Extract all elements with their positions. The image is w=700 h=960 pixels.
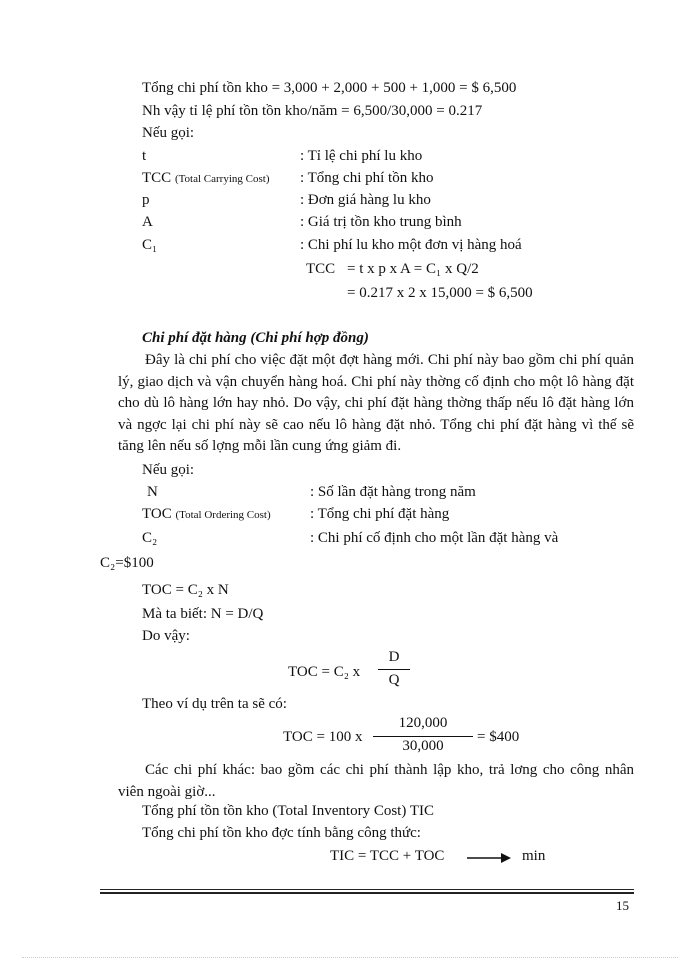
fraction-2-left: TOC = 100 x	[283, 729, 363, 745]
def-desc-a: : Giá trị tồn kho trung bình	[300, 214, 462, 230]
def-desc-p: : Đơn giá hàng lu kho	[300, 192, 431, 208]
fraction-1-bar	[378, 669, 410, 670]
tic-formula-intro: Tổng chi phí tồn kho đợc tính bằng công thức:	[142, 825, 421, 841]
total-cost-line: Tổng chi phí tồn kho = 3,000 + 2,000 + 500 + 1,000 = $ 6,500	[142, 80, 517, 96]
page-number: 15	[616, 898, 629, 913]
fraction-2-bar	[373, 736, 473, 737]
fraction-2-numerator: 120,000	[398, 715, 448, 731]
def-desc-c1: : Chi phí lu kho một đơn vị hàng hoá	[300, 237, 522, 253]
def-sym-toc: TOC (Total Ordering Cost)	[142, 506, 271, 522]
def-sym-tcc: TCC (Total Carrying Cost)	[142, 170, 270, 186]
c2-value: C₂=$100	[100, 555, 154, 571]
page-edge-divider	[22, 957, 678, 958]
def-sym-n: N	[147, 484, 158, 500]
def-sym-t: t	[142, 148, 147, 164]
def-sym-c2: C₂	[142, 530, 158, 546]
def-desc-n: : Số lần đặt hàng trong năm	[310, 484, 476, 500]
tic-min: min	[522, 848, 546, 864]
def-desc-toc: : Tổng chi phí đặt hàng	[310, 506, 450, 522]
tcc-label: TCC	[306, 261, 336, 277]
def-sym-c1: C₁	[142, 237, 158, 253]
therefore-label: Do vậy:	[142, 628, 190, 644]
footer-rule-top	[100, 889, 634, 890]
def-sym-a: A	[142, 214, 153, 230]
fraction-1-numerator: D	[388, 649, 400, 665]
footer-rule-bottom	[100, 892, 634, 894]
tic-equation: TIC = TCC + TOC	[330, 848, 445, 864]
def-desc-tcc: : Tổng chi phí tồn kho	[300, 170, 434, 186]
right-arrow-icon	[467, 851, 511, 865]
fraction-2-denominator: 30,000	[402, 738, 444, 754]
def-desc-c2: : Chi phí cố định cho một lần đặt hàng và	[310, 530, 559, 546]
ordering-cost-paragraph: Đây là chi phí cho việc đặt một đợt hàng mới. Chi phí này bao gồm chi phí quản lý, giao dịch và vận chuyển hàng hoá. Chi phí này thờng cố định cho một lô hàng đặt cho dù lô hàng lớn hay nhỏ. Do vậy, chi phí đặt hàng thờng thấp nếu lô đặt hàng lớn và ngợc lại chi phí này sẽ cao nếu lô hàng đặt nhỏ. Tổng chi phí đặt hàng vì thế sẽ tăng lên nếu số lợng mỗi lần cung ứng giảm đi.	[118, 352, 634, 454]
if-let-label-1: Nếu gọi:	[142, 125, 195, 141]
fraction-1-denominator: Q	[388, 672, 400, 688]
tcc-equation-2: = 0.217 x 2 x 15,000 = $ 6,500	[347, 285, 533, 301]
ratio-line: Nh vậy tỉ lệ phí tồn tồn kho/năm = 6,500/30,000 = 0.217	[142, 103, 483, 119]
def-sym-p: p	[142, 192, 150, 208]
other-costs-paragraph: Các chi phí khác: bao gồm các chi phí thành lập kho, trả lơng cho công nhân viên ngoài giờ...	[118, 762, 634, 800]
tic-title: Tổng phí tồn tồn kho (Total Inventory Cost) TIC	[142, 803, 434, 819]
we-know-line: Mà ta biết: N = D/Q	[142, 606, 264, 622]
toc-equation: TOC = C₂ x N	[142, 582, 229, 598]
def-desc-t: : Tỉ lệ chi phí lu kho	[300, 148, 423, 164]
fraction-2-result: = $400	[477, 729, 520, 745]
if-let-label-2: Nếu gọi:	[142, 462, 195, 478]
section-heading: Chi phí đặt hàng (Chi phí hợp đồng)	[142, 330, 369, 346]
example-intro: Theo ví dụ trên ta sẽ có:	[142, 696, 287, 712]
tcc-equation-1: = t x p x A = C₁ x Q/2	[347, 261, 479, 277]
fraction-1-left: TOC = C₂ x	[288, 664, 361, 680]
